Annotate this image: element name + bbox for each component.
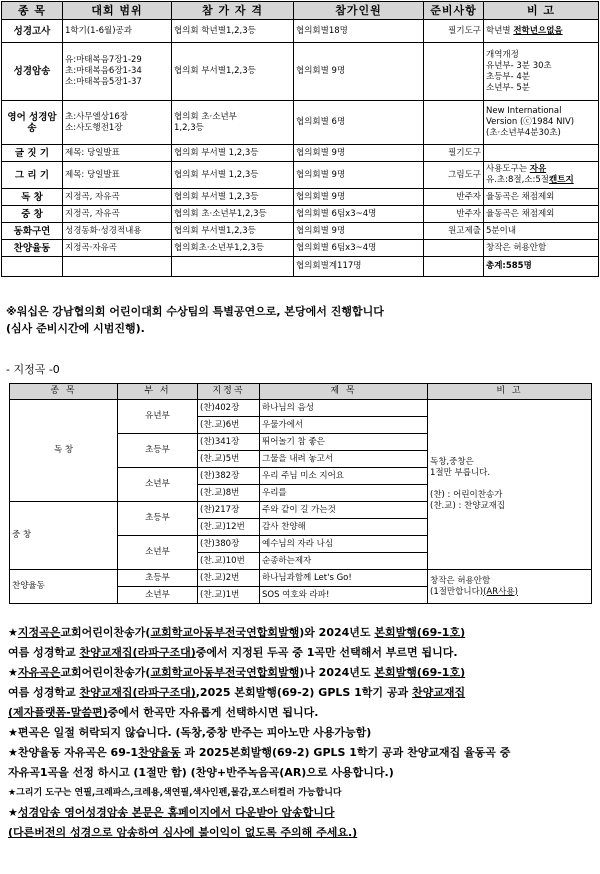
song-title-cell: 우리 주님 미소 지어요 <box>260 468 428 485</box>
song-number-cell: (찬)382장 <box>198 468 260 485</box>
preparation-cell <box>424 240 484 257</box>
table-row <box>2 145 599 162</box>
header-remarks: 비 고 <box>428 384 592 400</box>
table-row <box>2 240 599 257</box>
qualification-cell: 협의회 부서별1,2,3등 <box>172 223 294 240</box>
empty-cell <box>424 257 484 277</box>
instruction-line: ★편곡은 일절 허락되지 않습니다. (독창,중창 반주는 피아노만 사용가능함) <box>8 726 372 739</box>
instructions <box>8 623 596 843</box>
song-number-cell: (찬.교)2번 <box>198 570 260 587</box>
song-title-cell: 하나님의 음성 <box>260 400 428 417</box>
song-number-cell: (찬.교)12번 <box>198 519 260 536</box>
range-cell: 성경동화·성경적내용 <box>63 223 172 240</box>
empty-cell <box>63 257 172 277</box>
grand-total-cell: 총계:585명 <box>484 257 599 277</box>
remarks-cell: 독창,중창은 1절만 부릅니다. (찬) : 어린이찬송가 (찬.교) : 찬양교재집 <box>428 400 592 570</box>
song-number-cell: (찬.교)6번 <box>198 417 260 434</box>
header-qualification: 참 가 자 격 <box>172 2 294 20</box>
preparation-cell: 그림도구 <box>424 162 484 189</box>
song-title-cell: SOS 여호와 라파! <box>260 587 428 604</box>
header-range: 대회 범위 <box>63 2 172 20</box>
category-cell: 중 창 <box>10 502 118 570</box>
department-cell: 초등부 <box>118 434 198 468</box>
range-cell: 지정곡, 자유곡 <box>63 206 172 223</box>
header-preparation: 준비사항 <box>424 2 484 20</box>
song-title-cell: 뛰어놀기 참 좋은 <box>260 434 428 451</box>
category-cell: 찬양율동 <box>2 240 63 257</box>
category-cell: 중 창 <box>2 206 63 223</box>
department-cell: 초등부 <box>118 502 198 536</box>
remarks-cell: 사용도구는 자유 유.초:8절,소:5절캔트지 <box>484 162 599 189</box>
qualification-cell: 협의회 학년별1,2,3등 <box>172 20 294 43</box>
preparation-cell: 필기도구 <box>424 20 484 43</box>
category-cell: 영어 성경암송 <box>2 101 63 145</box>
remarks-cell: 창작은 허용안함 <box>484 240 599 257</box>
instruction-line: (제자플랫폼-말씀편)중에서 한곡만 자유롭게 선택하시면 됩니다. <box>8 706 319 719</box>
preparation-cell: 필기도구 <box>424 145 484 162</box>
song-number-cell: (찬)402장 <box>198 400 260 417</box>
participants-cell: 협의회별 9명 <box>294 162 424 189</box>
header-category: 종 목 <box>2 2 63 20</box>
empty-cell <box>172 257 294 277</box>
participants-cell: 협의회별18명 <box>294 20 424 43</box>
table-row <box>2 223 599 240</box>
category-cell: 성경암송 <box>2 43 63 101</box>
header-song-number: 지정곡 <box>198 384 260 400</box>
instruction-line: ★자유곡은교회어린이찬송가(교회학교아동부전국연합회발행)나 2024년도 본회발행(69-1호) <box>8 666 466 679</box>
remarks-cell: 학년별 전학년으없음 <box>484 20 599 43</box>
category-cell: 독 창 <box>2 189 63 206</box>
department-cell: 유년부 <box>118 400 198 434</box>
empty-cell <box>2 257 63 277</box>
song-title-cell: 우물가에서 <box>260 417 428 434</box>
range-cell: 지정곡·자유곡 <box>63 240 172 257</box>
header-title: 제 목 <box>260 384 428 400</box>
instruction-line: ★찬양율동 자유곡은 69-1찬양율동 과 2025본회발행(69-2) GPLS 1학기 공과 찬양교재집 율동곡 중 <box>8 746 511 759</box>
preparation-cell: 반주자 <box>424 189 484 206</box>
participants-cell: 협의회별 9명 <box>294 43 424 101</box>
table-row <box>2 43 599 101</box>
header-category: 종 목 <box>10 384 118 400</box>
header-department: 부 서 <box>118 384 198 400</box>
participants-cell: 협의회별 6팀x3~4명 <box>294 240 424 257</box>
qualification-cell: 협의회 초·소년부1,2,3등 <box>172 206 294 223</box>
participants-cell: 협의회별 6명 <box>294 101 424 145</box>
department-cell: 소년부 <box>118 536 198 570</box>
instruction-line: 여름 성경학교 찬양교재집(라파구조대),2025 본회발행(69-2) GPLS 1학기 공과 찬양교재집 <box>8 686 466 699</box>
remarks-cell: 창작은 허용안함 (1절만합니다)(AR사용) <box>428 570 592 604</box>
department-cell: 초등부 <box>118 570 198 587</box>
song-number-cell: (찬.교)5번 <box>198 451 260 468</box>
worship-notice: ※워십은 강남협의회 어린이대회 수상팀의 특별공연으로, 본당에서 진행합니다 (심사 준비시간에 시범진행). <box>6 305 384 335</box>
participants-cell: 협의회별 9명 <box>294 189 424 206</box>
preparation-cell <box>424 101 484 145</box>
song-title-cell: 하나님과함께 Let's Go! <box>260 570 428 587</box>
song-title-cell: 감사 찬양해 <box>260 519 428 536</box>
song-title-cell: 그물을 내려 놓고서 <box>260 451 428 468</box>
remarks-cell: 율동곡은 채점제외 <box>484 189 599 206</box>
instruction-line: ★그리기 도구는 연필,크레파스,크레용,색연필,색사인펜,물감,포스터컬러 가능합니다 <box>8 788 342 798</box>
category-cell: 성경고사 <box>2 20 63 43</box>
participants-cell: 협의회별 9명 <box>294 145 424 162</box>
header-participants: 참가인원 <box>294 2 424 20</box>
remarks-cell: 율동곡은 채점제외 <box>484 206 599 223</box>
competition-table <box>1 1 599 277</box>
department-cell: 소년부 <box>118 587 198 604</box>
song-number-cell: (찬.교)1번 <box>198 587 260 604</box>
table-header-row <box>10 384 592 400</box>
song-number-cell: (찬)217장 <box>198 502 260 519</box>
range-cell: 지정곡, 자유곡 <box>63 189 172 206</box>
song-number-cell: (찬.교)10번 <box>198 553 260 570</box>
preparation-cell <box>424 43 484 101</box>
song-title-cell: 예수님의 자라 나심 <box>260 536 428 553</box>
song-title-cell: 순종하는제자 <box>260 553 428 570</box>
qualification-cell: 협의회초·소년부1,2,3등 <box>172 240 294 257</box>
song-title-cell: 주와 같이 길 가는것 <box>260 502 428 519</box>
instruction-line: (다른버전의 성경으로 암송하여 심사에 불이익이 없도록 주의해 주세요.) <box>8 826 358 839</box>
qualification-cell: 협의회 부서별 1,2,3등 <box>172 145 294 162</box>
qualification-cell: 협의회 부서별1,2,3등 <box>172 43 294 101</box>
range-cell: 제목: 당일발표 <box>63 162 172 189</box>
song-number-cell: (찬.교)8번 <box>198 485 260 502</box>
table-row <box>10 400 592 417</box>
instruction-line: 자유곡1곡을 선정 하시고 (1절만 함) (찬양+반주녹음곡(AR)으로 사용합니다.) <box>8 766 394 779</box>
header-remarks: 비 고 <box>484 2 599 20</box>
song-number-cell: (찬)380장 <box>198 536 260 553</box>
participants-total-cell: 협의회별계117명 <box>294 257 424 277</box>
department-cell: 소년부 <box>118 468 198 502</box>
range-cell: 유:마태복음7장1-29 초:마태복음6장1-34 소:마태복음5장1-37 <box>63 43 172 101</box>
table-row-total <box>2 257 599 277</box>
table-row <box>2 206 599 223</box>
range-cell: 1학기(1-6월)공과 <box>63 20 172 43</box>
range-cell: 초:사무엘상16장 소:사도행전1장 <box>63 101 172 145</box>
remarks-cell: 개역개정 유년부- 3분 30초 초등부- 4분 소년부- 5분 <box>484 43 599 101</box>
instruction-line: ★성경암송 영어성경암송 본문은 홈페이지에서 다운받아 암송합니다 <box>8 806 335 819</box>
table-row <box>10 570 592 587</box>
category-cell: 독 창 <box>10 400 118 502</box>
designated-songs-table <box>9 383 592 604</box>
instruction-line: 여름 성경학교 찬양교재집(라파구조대)중에서 지정된 두곡 중 1곡만 선택해서 부르면 됩니다. <box>8 646 458 659</box>
table-row <box>2 101 599 145</box>
category-cell: 찬양율동 <box>10 570 118 604</box>
participants-cell: 협의회별 6팀x3~4명 <box>294 206 424 223</box>
range-cell: 제목: 당일발표 <box>63 145 172 162</box>
designated-songs-subtitle: - 지정곡 -0 <box>6 363 60 376</box>
instruction-line: ★지정곡은교회어린이찬송가(교회학교아동부전국연합회발행)와 2024년도 본회발행(69-1호) <box>8 626 466 639</box>
category-cell: 동화구연 <box>2 223 63 240</box>
preparation-cell: 반주자 <box>424 206 484 223</box>
participants-cell: 협의회별 9명 <box>294 223 424 240</box>
remarks-cell <box>484 145 599 162</box>
remarks-cell: 5분이내 <box>484 223 599 240</box>
qualification-cell: 협의회 부서별 1,2,3등 <box>172 189 294 206</box>
table-header-row <box>2 2 599 20</box>
qualification-cell: 협의회 부서별 1,2,3등 <box>172 162 294 189</box>
remarks-cell: New International Version (ⓒ1984 NIV) (초·소년부4분30초) <box>484 101 599 145</box>
table-row <box>2 162 599 189</box>
qualification-cell: 협의회 초·소년부 1,2,3등 <box>172 101 294 145</box>
song-title-cell: 우리를 <box>260 485 428 502</box>
category-cell: 그 리 기 <box>2 162 63 189</box>
table-row <box>2 189 599 206</box>
table-row <box>2 20 599 43</box>
song-number-cell: (찬)341장 <box>198 434 260 451</box>
preparation-cell: 원고제출 <box>424 223 484 240</box>
category-cell: 글 짓 기 <box>2 145 63 162</box>
